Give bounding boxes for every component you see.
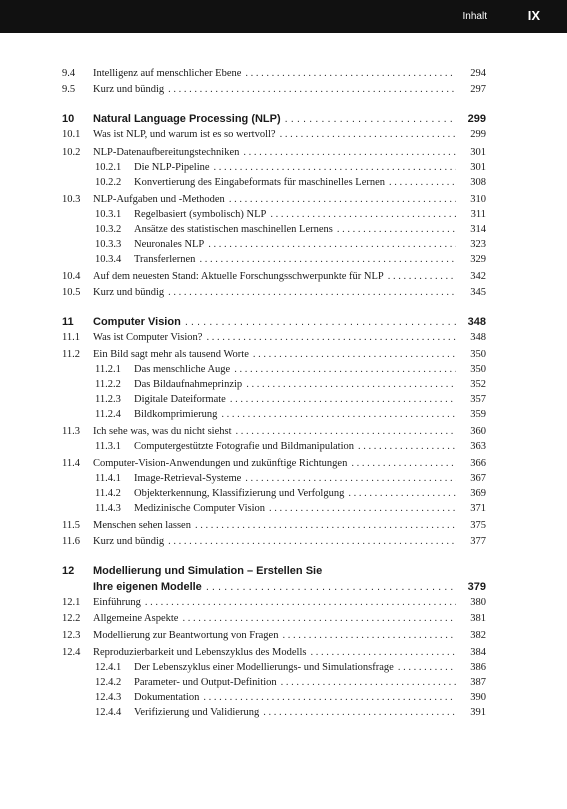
toc-page: 384 — [470, 647, 486, 658]
toc-chapter — [62, 315, 486, 329]
toc-title: Das Bildaufnahmeprinzip — [134, 379, 243, 390]
toc-number: 11.4 — [62, 458, 80, 469]
toc-number: 9.5 — [62, 84, 76, 95]
toc-title: Ansätze des statistischen maschinellen Lernens — [134, 224, 333, 235]
toc-title-line — [134, 176, 486, 190]
toc-leader — [282, 629, 456, 643]
toc-entry — [62, 67, 486, 81]
toc-page: 375 — [470, 520, 486, 531]
toc-number: 10.3.1 — [95, 209, 122, 220]
toc-page: 360 — [470, 426, 486, 437]
toc-leader — [208, 238, 456, 252]
toc-entry — [62, 378, 486, 392]
toc-title-line — [93, 67, 486, 81]
toc-title-line — [134, 472, 486, 486]
toc-page: 294 — [470, 68, 486, 79]
toc-number: 10.2.1 — [95, 162, 122, 173]
toc-page: 359 — [470, 409, 486, 420]
toc-title-line — [134, 676, 486, 690]
toc-page: 310 — [470, 194, 486, 205]
toc-chapter-continued — [62, 580, 486, 594]
toc-number: 12.2 — [62, 613, 81, 624]
toc-title-line — [93, 646, 486, 660]
page-header — [0, 0, 567, 33]
toc-leader — [236, 425, 456, 439]
toc-number: 10 — [62, 113, 75, 125]
toc-page: 380 — [470, 597, 486, 608]
toc-page: 350 — [470, 349, 486, 360]
toc-title-line — [134, 440, 486, 454]
toc-number: 10.5 — [62, 287, 81, 298]
toc-entry — [62, 176, 486, 190]
toc-title: Computergestützte Fotografie und Bildmanipulation — [134, 441, 354, 452]
toc-title: Neuronales NLP — [134, 239, 205, 250]
toc-leader — [182, 612, 456, 626]
toc-number: 11 — [62, 316, 74, 328]
toc-entry — [62, 128, 486, 142]
toc-number: 12.4 — [62, 647, 81, 658]
toc-entry — [62, 146, 486, 160]
running-head-section: Inhalt — [462, 11, 487, 22]
toc-entry — [62, 161, 486, 175]
toc-page: 391 — [470, 707, 486, 718]
toc-page: 352 — [470, 379, 486, 390]
toc-title: Transferlernen — [134, 254, 196, 265]
toc-page: 301 — [470, 147, 486, 158]
toc-number: 11.2.1 — [95, 364, 121, 375]
toc-leader — [168, 535, 456, 549]
toc-title: Image-Retrieval-Systeme — [134, 473, 242, 484]
toc-title: Medizinische Computer Vision — [134, 503, 265, 514]
toc-leader — [195, 519, 456, 533]
toc-page: 297 — [470, 84, 486, 95]
toc-page: 342 — [470, 271, 486, 282]
toc-page: 387 — [470, 677, 486, 688]
toc-page: 350 — [470, 364, 486, 375]
toc-number: 11.4.3 — [95, 503, 121, 514]
toc-number: 10.3 — [62, 194, 81, 205]
toc-page: 299 — [467, 113, 486, 125]
toc-leader — [234, 363, 456, 377]
toc-number: 10.3.4 — [95, 254, 122, 265]
toc-leader — [337, 223, 456, 237]
toc-title: Allgemeine Aspekte — [93, 613, 179, 624]
toc-title: Modellierung zur Beantwortung von Fragen — [93, 630, 279, 641]
toc-page: 386 — [470, 662, 486, 673]
toc-entry — [62, 208, 486, 222]
toc-leader — [243, 146, 456, 160]
toc-title: Parameter- und Output-Definition — [134, 677, 277, 688]
toc-number: 11.2 — [62, 349, 80, 360]
toc-leader — [245, 67, 456, 81]
toc-number: 12.4.1 — [95, 662, 122, 673]
toc-number: 11.2.4 — [95, 409, 121, 420]
toc-title: Die NLP-Pipeline — [134, 162, 210, 173]
toc-title: Computer Vision — [93, 316, 181, 328]
toc-leader — [285, 112, 456, 126]
toc-entry — [62, 457, 486, 471]
toc-leader — [398, 661, 456, 675]
toc-title-line — [93, 612, 486, 626]
toc-title-line — [93, 315, 486, 329]
toc-entry — [62, 596, 486, 610]
toc-title: Digitale Dateiformate — [134, 394, 226, 405]
toc-title-line — [134, 223, 486, 237]
toc-title: Das menschliche Auge — [134, 364, 231, 375]
toc-page: 301 — [470, 162, 486, 173]
toc-title-line — [93, 457, 486, 471]
toc-page: 348 — [470, 332, 486, 343]
toc-page: 308 — [470, 177, 486, 188]
toc-title-line — [93, 580, 486, 594]
toc-title: Objekterkennung, Klassifizierung und Verfolgung — [134, 488, 345, 499]
toc-title: Der Lebenszyklus einer Modellierungs- und Simulationsfrage — [134, 662, 394, 673]
toc-number: 11.2.2 — [95, 379, 121, 390]
toc-title: Natural Language Processing (NLP) — [93, 113, 281, 125]
toc-number: 10.3.3 — [95, 239, 122, 250]
toc-title: Kurz und bündig — [93, 287, 165, 298]
toc-number: 10.2 — [62, 147, 81, 158]
toc-number: 11.4.1 — [95, 473, 121, 484]
toc-entry — [62, 331, 486, 345]
toc-leader — [358, 440, 456, 454]
toc-title-line — [93, 519, 486, 533]
toc-entry — [62, 691, 486, 705]
toc-leader — [214, 161, 456, 175]
toc-page: 363 — [470, 441, 486, 452]
toc-leader — [230, 393, 456, 407]
toc-entry — [62, 238, 486, 252]
toc-title: NLP-Datenaufbereitungstechniken — [93, 147, 240, 158]
toc-entry — [62, 286, 486, 300]
toc-title-cont: Ihre eigenen Modelle — [93, 581, 202, 593]
toc-leader — [348, 487, 456, 501]
toc-title: Menschen sehen lassen — [93, 520, 191, 531]
toc-entry — [62, 661, 486, 675]
toc-title-line — [93, 270, 486, 284]
toc-leader — [246, 378, 456, 392]
toc-title-line — [93, 146, 486, 160]
toc-page: 299 — [470, 129, 486, 140]
toc-title-line — [134, 502, 486, 516]
toc-entry — [62, 270, 486, 284]
toc-leader — [269, 502, 456, 516]
toc-number: 10.1 — [62, 129, 81, 140]
toc-leader — [280, 128, 456, 142]
toc-page: 314 — [470, 224, 486, 235]
toc-number: 11.5 — [62, 520, 80, 531]
toc-number: 12.4.3 — [95, 692, 122, 703]
toc-title-line — [93, 425, 486, 439]
toc-page: 382 — [470, 630, 486, 641]
toc-leader — [388, 270, 456, 284]
toc-leader — [263, 706, 456, 720]
toc-number: 10.2.2 — [95, 177, 122, 188]
toc-leader — [270, 208, 456, 222]
toc-title: Konvertierung des Eingabeformats für maschinelles Lernen — [134, 177, 386, 188]
toc-chapter — [62, 564, 486, 578]
toc-page: 329 — [470, 254, 486, 265]
toc-title-line — [93, 112, 486, 126]
toc-page: 311 — [470, 209, 486, 220]
toc-title-line — [93, 535, 486, 549]
toc-title: Reproduzierbarkeit und Lebenszyklus des Modells — [93, 647, 307, 658]
toc-entry — [62, 223, 486, 237]
toc-number: 11.3 — [62, 426, 80, 437]
toc-title-line — [93, 128, 486, 142]
toc-leader — [221, 408, 456, 422]
toc-title: Modellierung und Simulation – Erstellen Sie — [93, 565, 323, 577]
toc-leader — [185, 315, 456, 329]
toc-title-line — [93, 348, 486, 362]
toc-title: Kurz und bündig — [93, 84, 165, 95]
toc-title-line — [134, 487, 486, 501]
toc-title: Intelligenz auf menschlicher Ebene — [93, 68, 242, 79]
toc-title: Auf dem neuesten Stand: Aktuelle Forschungsschwerpunkte für NLP — [93, 271, 384, 282]
toc-title: Bildkomprimierung — [134, 409, 218, 420]
toc-title-line — [93, 629, 486, 643]
toc-entry — [62, 487, 486, 501]
toc-title: Verifizierung und Validierung — [134, 707, 260, 718]
toc-title: Kurz und bündig — [93, 536, 165, 547]
toc-title-line — [134, 208, 486, 222]
toc-leader — [206, 331, 456, 345]
toc-page: 366 — [470, 458, 486, 469]
toc-number: 11.4.2 — [95, 488, 121, 499]
toc-leader — [351, 457, 456, 471]
toc-title-line — [134, 238, 486, 252]
toc-title-line — [93, 193, 486, 207]
toc-number: 11.1 — [62, 332, 80, 343]
toc-title: Regelbasiert (symbolisch) NLP — [134, 209, 267, 220]
toc-title-line — [134, 408, 486, 422]
toc-title-line — [93, 596, 486, 610]
toc-number: 10.3.2 — [95, 224, 122, 235]
toc-title: Einführung — [93, 597, 141, 608]
toc-title: NLP-Aufgaben und -Methoden — [93, 194, 225, 205]
toc-page: 371 — [470, 503, 486, 514]
toc-title: Dokumentation — [134, 692, 200, 703]
toc-leader — [245, 472, 456, 486]
toc-page: 379 — [467, 581, 486, 593]
toc-leader — [145, 596, 456, 610]
toc-leader — [199, 253, 456, 267]
toc-entry — [62, 363, 486, 377]
toc-entry — [62, 348, 486, 362]
toc-leader — [281, 676, 456, 690]
toc-entry — [62, 646, 486, 660]
toc-title: Was ist NLP, und warum ist es so wertvoll? — [93, 129, 276, 140]
toc-page: 367 — [470, 473, 486, 484]
toc-number: 11.6 — [62, 536, 80, 547]
toc-number: 12.3 — [62, 630, 81, 641]
page-number: IX — [527, 8, 540, 23]
toc-title-line — [134, 363, 486, 377]
toc-number: 12.4.4 — [95, 707, 122, 718]
toc-leader — [389, 176, 456, 190]
toc-page: 345 — [470, 287, 486, 298]
toc-page: 381 — [470, 613, 486, 624]
toc-page: 377 — [470, 536, 486, 547]
toc-title-line — [134, 161, 486, 175]
toc-number: 12.1 — [62, 597, 81, 608]
toc-number: 11.2.3 — [95, 394, 121, 405]
toc-entry — [62, 253, 486, 267]
toc-entry — [62, 83, 486, 97]
toc-number: 10.4 — [62, 271, 81, 282]
toc-title-line — [93, 286, 486, 300]
toc-entry — [62, 472, 486, 486]
toc-title-line — [134, 393, 486, 407]
toc-entry — [62, 393, 486, 407]
toc-title-line — [134, 378, 486, 392]
toc-title: Ein Bild sagt mehr als tausend Worte — [93, 349, 249, 360]
toc-title-line — [134, 691, 486, 705]
toc-leader — [253, 348, 456, 362]
toc-page: 348 — [467, 316, 486, 328]
toc-entry — [62, 676, 486, 690]
toc-entry — [62, 612, 486, 626]
toc-leader — [168, 286, 456, 300]
toc-leader — [206, 580, 456, 594]
toc-title-line — [93, 331, 486, 345]
toc-entry — [62, 193, 486, 207]
toc-leader — [168, 83, 456, 97]
toc-entry — [62, 535, 486, 549]
toc-page: 390 — [470, 692, 486, 703]
toc-number: 12.4.2 — [95, 677, 122, 688]
toc-entry — [62, 519, 486, 533]
toc-number: 9.4 — [62, 68, 76, 79]
toc-title: Ich sehe was, was du nicht siehst — [93, 426, 232, 437]
toc-leader — [310, 646, 456, 660]
toc-entry — [62, 706, 486, 720]
toc-page: 357 — [470, 394, 486, 405]
toc-leader — [229, 193, 456, 207]
toc-entry — [62, 425, 486, 439]
toc-title-line — [134, 661, 486, 675]
toc-page: 323 — [470, 239, 486, 250]
toc-entry — [62, 440, 486, 454]
toc-entry — [62, 502, 486, 516]
toc-leader — [203, 691, 456, 705]
toc-page: 369 — [470, 488, 486, 499]
toc-title-line — [134, 706, 486, 720]
toc-chapter — [62, 112, 486, 126]
toc-entry — [62, 629, 486, 643]
toc-number: 12 — [62, 565, 75, 577]
toc-title-line — [93, 83, 486, 97]
toc-title-line — [134, 253, 486, 267]
toc-number: 11.3.1 — [95, 441, 121, 452]
toc-entry — [62, 408, 486, 422]
toc-title: Computer-Vision-Anwendungen und zukünftige Richtungen — [93, 458, 348, 469]
toc-title: Was ist Computer Vision? — [93, 332, 203, 343]
